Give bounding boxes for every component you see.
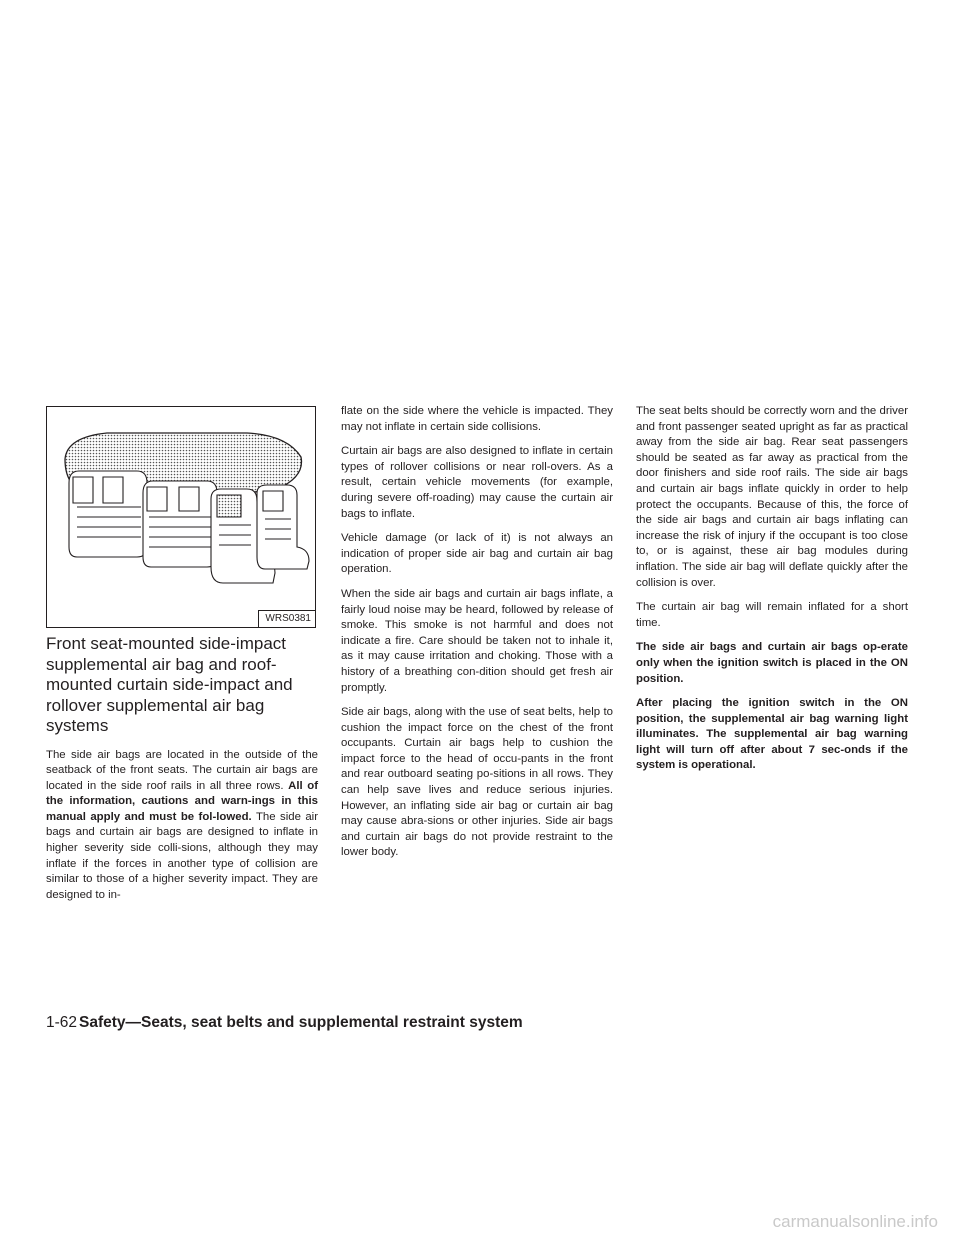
col3-paragraph-1: The seat belts should be correctly worn and the driver and front passenger seated upright as far as practical away from the side air bag. Rear seat passengers should be seated as far away as practical from the door finishers and side roof rails. The side air bags and curtain air bags inflate quickly in order to help protect the occupants. Because of this, the force of the side air bags and curtain air bags inflating can increase the risk of injury if the occupant is too close to, or is against, these air bag modules during inflation. The side air bag will deflate quickly after the collision is over. [636, 405, 908, 589]
section-heading: Front seat-mounted side-impact supplemental air bag and roof-mounted curtain side-impact and rollover supplemental air bag systems [46, 634, 293, 735]
col1-paragraph-1 [46, 748, 318, 904]
col3-paragraph-2: The curtain air bag will remain inflated for a short time. [636, 601, 908, 629]
col2-paragraph-2: Curtain air bags are also designed to inflate in certain types of rollover collisions or near roll-overs. As a result, certain vehicle movements (for example, during severe off-roading) may cause the curtain air bags to inflate. [341, 445, 613, 520]
col1-p1-text-b: The side air bags and curtain air bags are designed to inflate in higher severity side colli-sions, although they may inflate if the forces in another type of collision are similar to those of a higher severity impact. They are designed to in- [46, 810, 318, 901]
col2-paragraph-1: flate on the side where the vehicle is impacted. They may not inflate in certain side collisions. [341, 405, 613, 433]
col2-paragraph-5: Side air bags, along with the use of seat belts, help to cushion the impact force on the chest of the front occupants. Curtain air bags help to cushion the impact force to the head of occu-pants in the front and rear outboard seating po-sitions in all rows. They can help save lives and reduce serious injuries. However, an inflating side air bag or curtain air bag may cause abra-sions or other injuries. Side air bags and curtain air bags do not provide restraint to the lower body. [341, 706, 613, 859]
col2-paragraph-3: Vehicle damage (or lack of it) is not always an indication of proper side air bag and curtain air bag operation. [341, 532, 613, 576]
airbag-illustration [46, 406, 316, 628]
col3-paragraph-4-bold: After placing the ignition switch in the ON position, the supplemental air bag warning light illuminates. The supplemental air bag warning light will turn off after about 7 sec-onds if the system is operational. [636, 697, 908, 772]
seats-group [69, 471, 309, 583]
col3-paragraph-3-bold: The side air bags and curtain air bags op-erate only when the ignition switch is placed in the ON position. [636, 641, 908, 685]
col1-p1-bold: All of the information, cautions and warn-ings in this manual apply and must be fol-lowed. [46, 779, 318, 823]
col2-paragraph-4: When the side air bags and curtain air bags inflate, a fairly loud noise may be heard, followed by release of smoke. This smoke is not harmful and does not indicate a fire. Care should be taken not to inhale it, as it may cause irritation and choking. Those with a history of a breathing con-dition should get fresh air promptly. [341, 587, 613, 694]
watermark-text: carmanualsonline.info [772, 1212, 938, 1231]
chapter-title: Safety—Seats, seat belts and supplemental restraint system [79, 1014, 523, 1031]
column-2 [341, 404, 613, 870]
column-3 [636, 404, 908, 783]
col1-p1-text-a: The side air bags are located in the outside of the seatback of the front seats. The curtain air bags are located in the side roof rails in all three rows. [46, 748, 318, 792]
page-footer [46, 1014, 523, 1032]
column-1 [46, 406, 318, 912]
page-number: 1-62 [46, 1014, 78, 1031]
curtain-airbag-drawing [47, 407, 315, 627]
figure-code: WRS0381 [265, 613, 311, 624]
